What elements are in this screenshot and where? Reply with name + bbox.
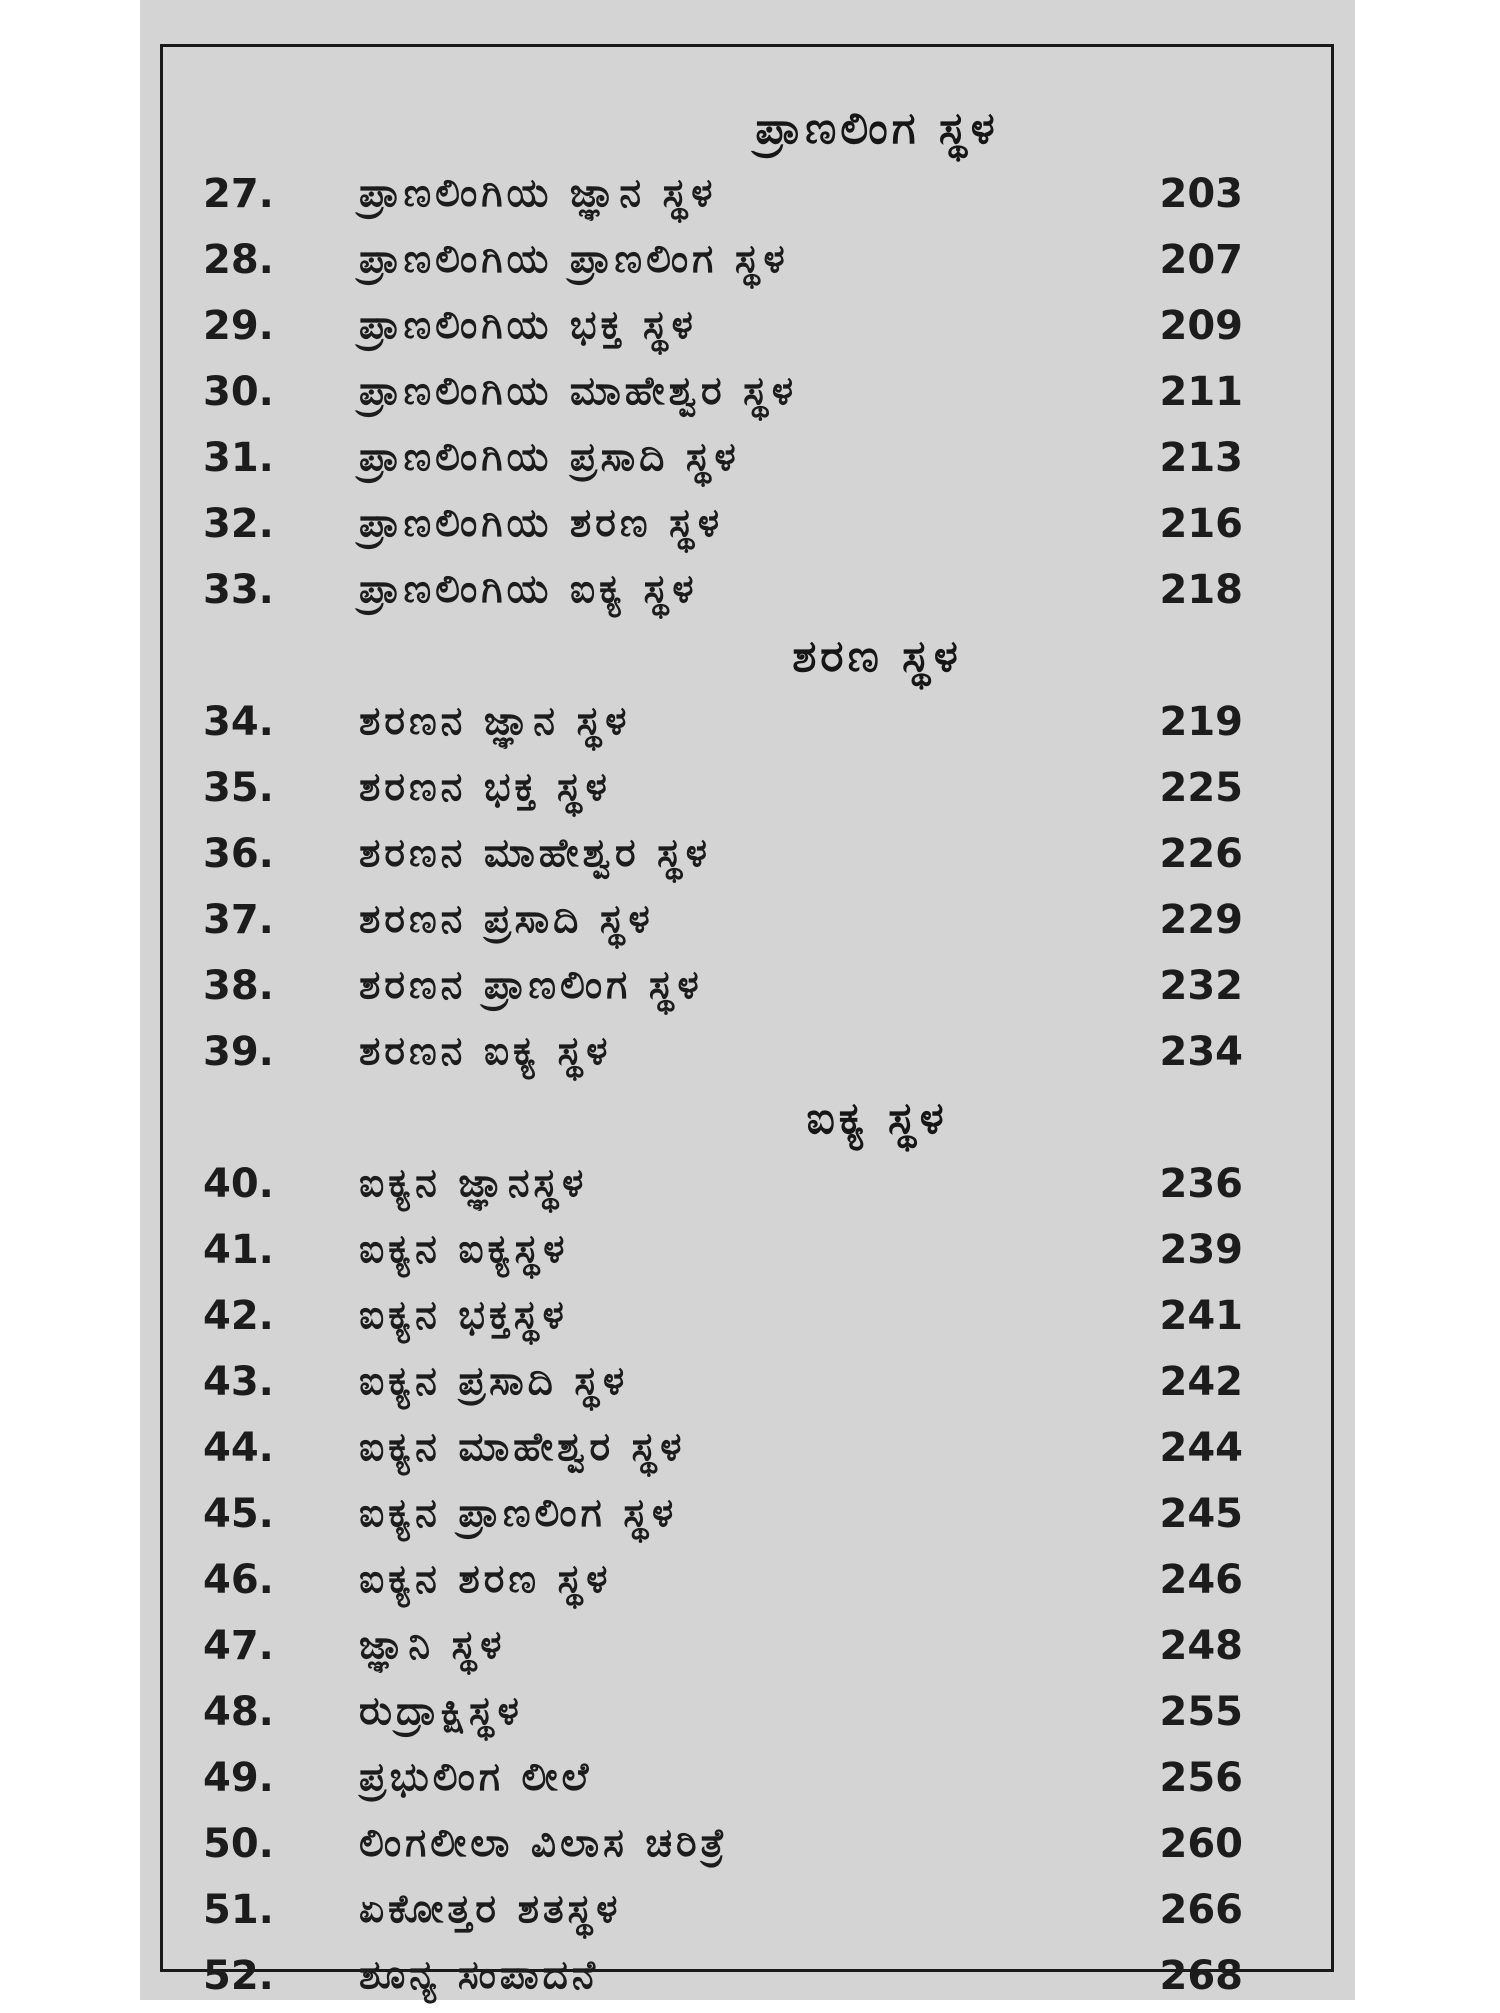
entry-page-number: 225 (1159, 765, 1243, 811)
entry-page-number: 246 (1159, 1557, 1243, 1603)
entry-number: 27. (203, 171, 274, 217)
entry-number: 32. (203, 501, 274, 547)
entry-title: ಏಕೋತ್ತರ ಶತಸ್ಥಳ (359, 1887, 622, 1932)
contents-entry (163, 231, 1331, 297)
entry-number: 35. (203, 765, 274, 811)
contents-entry (163, 1551, 1331, 1617)
entry-page-number: 226 (1159, 831, 1243, 877)
entry-title: ಲಿಂಗಲೀಲಾ ವಿಲಾಸ ಚರಿತ್ರೆ (359, 1821, 729, 1866)
entry-number: 50. (203, 1821, 274, 1867)
entry-page-number: 244 (1159, 1425, 1243, 1471)
entry-page-number: 236 (1159, 1161, 1243, 1207)
contents-entry (163, 363, 1331, 429)
contents-entry (163, 1287, 1331, 1353)
entry-number: 51. (203, 1887, 274, 1933)
entry-title: ಐಕ್ಯನ ಭಕ್ತಸ್ಥಳ (359, 1293, 568, 1338)
entry-title: ಪ್ರಾಣಲಿಂಗಿಯ ಪ್ರಸಾದಿ ಸ್ಥಳ (359, 435, 740, 480)
entry-number: 42. (203, 1293, 274, 1339)
entry-number: 30. (203, 369, 274, 415)
entry-page-number: 234 (1159, 1029, 1243, 1075)
entry-number: 43. (203, 1359, 274, 1405)
contents-entry (163, 1485, 1331, 1551)
entry-title: ಪ್ರಾಣಲಿಂಗಿಯ ಶರಣ ಸ್ಥಳ (359, 501, 723, 546)
entry-number: 29. (203, 303, 274, 349)
entry-page-number: 219 (1159, 699, 1243, 745)
entry-number: 36. (203, 831, 274, 877)
entry-number: 38. (203, 963, 274, 1009)
entry-page-number: 211 (1159, 369, 1243, 415)
entry-title: ಶರಣನ ಪ್ರಸಾದಿ ಸ್ಥಳ (359, 897, 654, 942)
contents-entry (163, 1815, 1331, 1881)
section-heading: ಐಕ್ಯ ಸ್ಥಳ (806, 1093, 948, 1144)
entry-title: ಐಕ್ಯನ ಐಕ್ಯಸ್ಥಳ (359, 1227, 569, 1272)
entry-page-number: 218 (1159, 567, 1243, 613)
entry-page-number: 239 (1159, 1227, 1243, 1273)
entry-title: ಪ್ರಾಣಲಿಂಗಿಯ ಮಾಹೇಶ್ವರ ಸ್ಥಳ (359, 369, 797, 414)
entry-title: ಐಕ್ಯನ ಶರಣ ಸ್ಥಳ (359, 1557, 612, 1602)
entry-number: 28. (203, 237, 274, 283)
contents-entry (163, 891, 1331, 957)
entry-page-number: 207 (1159, 237, 1243, 283)
entry-title: ಶೂನ್ಯ ಸಂಪಾದನೆ (359, 1953, 600, 1998)
entry-page-number: 248 (1159, 1623, 1243, 1669)
contents-entry (163, 1881, 1331, 1947)
contents-entry (163, 561, 1331, 627)
contents-entry (163, 1221, 1331, 1287)
entry-number: 52. (203, 1953, 274, 1999)
entry-number: 33. (203, 567, 274, 613)
contents-entry (163, 825, 1331, 891)
contents-entry (163, 693, 1331, 759)
section-heading-row (163, 1089, 1331, 1155)
entry-page-number: 266 (1159, 1887, 1243, 1933)
contents-entry (163, 1155, 1331, 1221)
contents-entry (163, 165, 1331, 231)
entry-title: ರುದ್ರಾಕ್ಷಿಸ್ಥಳ (359, 1689, 523, 1734)
contents-entry (163, 957, 1331, 1023)
section-heading-row (163, 627, 1331, 693)
entry-title: ಐಕ್ಯನ ಪ್ರಸಾದಿ ಸ್ಥಳ (359, 1359, 629, 1404)
section-heading: ಶರಣ ಸ್ಥಳ (792, 631, 962, 682)
contents-entry (163, 1749, 1331, 1815)
contents-entry (163, 1947, 1331, 2013)
entry-page-number: 232 (1159, 963, 1243, 1009)
contents-entry (163, 759, 1331, 825)
entry-title: ಐಕ್ಯನ ಜ್ಞಾನಸ್ಥಳ (359, 1161, 588, 1206)
entry-title: ಶರಣನ ಭಕ್ತ ಸ್ಥಳ (359, 765, 611, 810)
entry-page-number: 241 (1159, 1293, 1243, 1339)
entry-number: 47. (203, 1623, 274, 1669)
entry-title: ಶರಣನ ಐಕ್ಯ ಸ್ಥಳ (359, 1029, 612, 1074)
entry-number: 39. (203, 1029, 274, 1075)
entry-page-number: 203 (1159, 171, 1243, 217)
contents-entry (163, 1023, 1331, 1089)
entry-number: 46. (203, 1557, 274, 1603)
entry-number: 45. (203, 1491, 274, 1537)
entry-page-number: 229 (1159, 897, 1243, 943)
contents-entry (163, 1617, 1331, 1683)
entry-page-number: 245 (1159, 1491, 1243, 1537)
entry-title: ಶರಣನ ಜ್ಞಾನ ಸ್ಥಳ (359, 699, 631, 744)
entry-title: ಶರಣನ ಮಾಹೇಶ್ವರ ಸ್ಥಳ (359, 831, 711, 876)
contents-entry (163, 495, 1331, 561)
entry-title: ಪ್ರಾಣಲಿಂಗಿಯ ಜ್ಞಾನ ಸ್ಥಳ (359, 171, 717, 216)
entry-page-number: 209 (1159, 303, 1243, 349)
contents-entry (163, 297, 1331, 363)
contents-entry (163, 1353, 1331, 1419)
entry-page-number: 256 (1159, 1755, 1243, 1801)
entry-page-number: 268 (1159, 1953, 1243, 1999)
entry-title: ಜ್ಞಾನಿ ಸ್ಥಳ (359, 1623, 506, 1668)
entry-number: 48. (203, 1689, 274, 1735)
contents-entry (163, 1683, 1331, 1749)
entry-number: 41. (203, 1227, 274, 1273)
entry-page-number: 213 (1159, 435, 1243, 481)
entry-number: 31. (203, 435, 274, 481)
entry-number: 49. (203, 1755, 274, 1801)
entry-title: ಪ್ರಾಣಲಿಂಗಿಯ ಐಕ್ಯ ಸ್ಥಳ (359, 567, 698, 612)
entry-number: 44. (203, 1425, 274, 1471)
section-heading: ಪ್ರಾಣಲಿಂಗ ಸ್ಥಳ (755, 103, 999, 154)
entry-number: 34. (203, 699, 274, 745)
entry-page-number: 260 (1159, 1821, 1243, 1867)
entry-title: ಪ್ರಾಣಲಿಂಗಿಯ ಭಕ್ತ ಸ್ಥಳ (359, 303, 697, 348)
entry-number: 37. (203, 897, 274, 943)
contents-list (163, 99, 1331, 2013)
section-heading-row (163, 99, 1331, 165)
entry-page-number: 216 (1159, 501, 1243, 547)
entry-page-number: 255 (1159, 1689, 1243, 1735)
entry-title: ಐಕ್ಯನ ಪ್ರಾಣಲಿಂಗ ಸ್ಥಳ (359, 1491, 678, 1536)
entry-title: ಪ್ರಭುಲಿಂಗ ಲೀಲೆ (359, 1755, 593, 1800)
entry-title: ಶರಣನ ಪ್ರಾಣಲಿಂಗ ಸ್ಥಳ (359, 963, 703, 1008)
contents-entry (163, 429, 1331, 495)
table-of-contents-frame (160, 44, 1334, 1999)
entry-title: ಐಕ್ಯನ ಮಾಹೇಶ್ವರ ಸ್ಥಳ (359, 1425, 686, 1470)
contents-entry (163, 1419, 1331, 1485)
entry-page-number: 242 (1159, 1359, 1243, 1405)
entry-title: ಪ್ರಾಣಲಿಂಗಿಯ ಪ್ರಾಣಲಿಂಗ ಸ್ಥಳ (359, 237, 789, 282)
entry-number: 40. (203, 1161, 274, 1207)
